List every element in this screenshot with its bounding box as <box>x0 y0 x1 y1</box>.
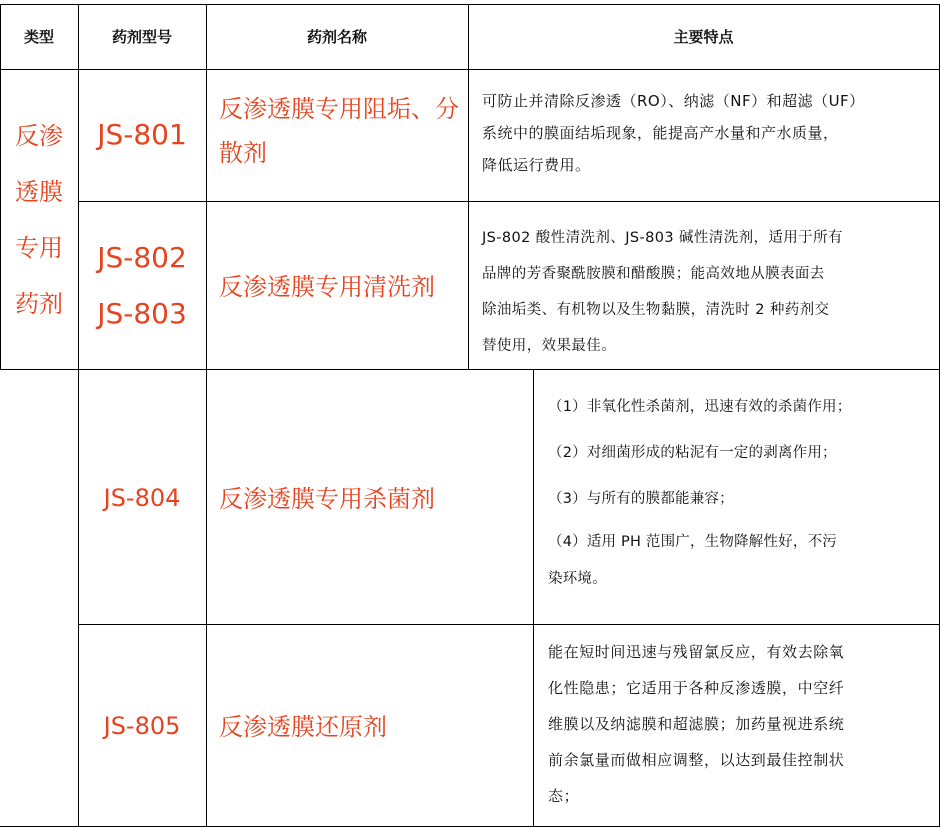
agent-name-line: 反渗透膜专用阻垢、分 <box>219 95 459 123</box>
feature-line: （1）非氧化性杀菌剂，迅速有效的杀菌作用； <box>548 399 852 415</box>
row-3-bottom-border <box>78 624 940 625</box>
col-2-divider <box>206 4 207 827</box>
feature-text <box>482 85 934 181</box>
feature-line: 替使用，效果最佳。 <box>482 338 617 354</box>
header-bottom-border <box>0 69 940 70</box>
table-top-border <box>0 4 940 5</box>
header-features: 主要特点 <box>673 28 734 46</box>
col-3-divider-lower <box>533 369 534 827</box>
feature-line: 态； <box>548 787 580 805</box>
type-line: 专用 <box>15 234 63 262</box>
feature-line: 前余氯量而做相应调整，以达到最佳控制状 <box>548 751 845 769</box>
agent-name: 反渗透膜专用杀菌剂 <box>219 485 435 513</box>
header-model: 药剂型号 <box>111 28 172 46</box>
model-code: JS-804 <box>103 484 181 512</box>
agent-name: 反渗透膜还原剂 <box>219 713 387 741</box>
feature-line: JS-802 酸性清洗剂、JS-803 碱性清洗剂，适用于所有 <box>482 230 843 246</box>
col-3-divider-upper <box>468 4 469 369</box>
feature-line: （2）对细菌形成的粘泥有一定的剥离作用； <box>548 445 837 461</box>
row-2-bottom-border <box>0 369 940 370</box>
agent-name-line: 散剂 <box>219 139 267 167</box>
feature-line: 化性隐患；它适用于各种反渗透膜，中空纤 <box>548 679 845 697</box>
type-line: 药剂 <box>15 290 63 318</box>
feature-line: 降低运行费用。 <box>482 156 591 174</box>
type-line: 反渗 <box>15 122 63 150</box>
model-code: JS-801 <box>97 118 187 151</box>
feature-text <box>548 384 936 596</box>
row-1-bottom-border <box>78 201 940 202</box>
feature-text <box>548 634 936 814</box>
header-name: 药剂名称 <box>306 28 367 46</box>
feature-text <box>482 220 934 364</box>
table-bottom-border <box>0 826 940 827</box>
header-type: 类型 <box>23 28 54 46</box>
agent-name <box>219 87 465 175</box>
model-code: JS-805 <box>103 712 181 740</box>
agent-name: 反渗透膜专用清洗剂 <box>219 273 435 301</box>
feature-line: （3）与所有的膜都能兼容； <box>548 491 734 507</box>
model-codes <box>78 230 206 342</box>
type-cell <box>1 108 77 332</box>
feature-line: （4）适用 PH 范围广，生物降解性好，不污 <box>548 534 837 550</box>
feature-line: 染环境。 <box>548 571 607 587</box>
feature-line: 维膜以及纳滤膜和超滤膜；加药量视进系统 <box>548 715 845 733</box>
type-line: 透膜 <box>15 178 63 206</box>
feature-line: 可防止并清除反渗透（RO）、纳滤（NF）和超滤（UF） <box>482 92 865 110</box>
feature-line: 品牌的芳香聚酰胺膜和醋酸膜；能高效地从膜表面去 <box>482 266 825 282</box>
model-code: JS-803 <box>97 297 187 330</box>
feature-line: 除油垢类、有机物以及生物黏膜，清洗时 2 种药剂交 <box>482 302 830 318</box>
feature-line: 能在短时间迅速与残留氯反应，有效去除氧 <box>548 643 845 661</box>
model-code: JS-802 <box>97 241 187 274</box>
feature-line: 系统中的膜面结垢现象，能提高产水量和产水质量， <box>482 124 839 142</box>
